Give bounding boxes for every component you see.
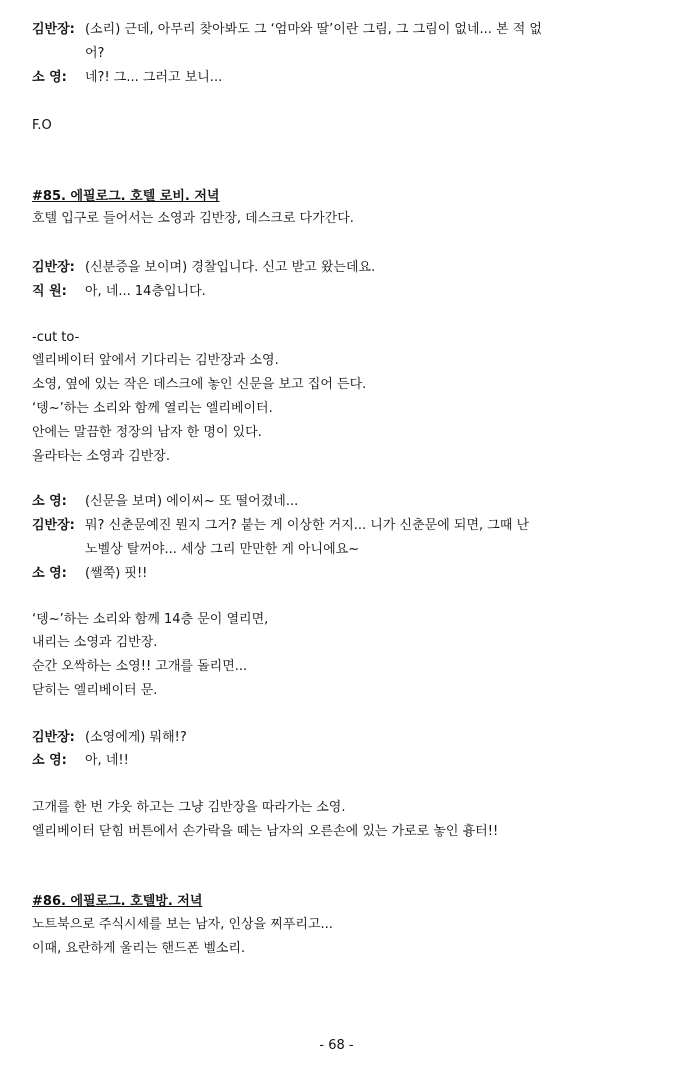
action-line: 이때, 요란하게 울리는 핸드폰 벨소리. (32, 941, 246, 956)
action-line: 순간 오싹하는 소영!! 고개를 돌리면... (32, 659, 248, 674)
dialogue-line (32, 518, 529, 534)
dialogue-text: (신문을 보며) 에이씨~ 또 떨어졌네... (85, 494, 299, 509)
dialogue-line (32, 260, 375, 276)
speaker-name: 김반장: (32, 730, 75, 745)
scene-heading: #85. 에필로그. 호텔 로비. 저녁 (32, 189, 220, 204)
action-line: 안에는 말끔한 정장의 남자 한 명이 있다. (32, 425, 262, 440)
dialogue-line (32, 22, 542, 38)
dialogue-text: 아, 네... 14층입니다. (85, 284, 206, 299)
action-line: 엘리베이터 앞에서 기다리는 김반장과 소영. (32, 353, 279, 368)
dialogue-line (32, 70, 222, 86)
action-line: 호텔 입구로 들어서는 소영과 김반장, 데스크로 다가간다. (32, 211, 354, 226)
scene-heading: #86. 에필로그. 호텔방. 저녁 (32, 894, 203, 909)
action-line: ‘뎅~’하는 소리와 함께 열리는 엘리베이터. (32, 401, 273, 416)
action-line: 엘리베이터 닫힘 버튼에서 손가락을 떼는 남자의 오른손에 있는 가로로 놓인 흉터!! (32, 824, 499, 839)
speaker-name: 김반장: (32, 518, 75, 533)
speaker-name: 소 영: (32, 753, 67, 768)
dialogue-text: (쌜쭉) 핏!! (85, 566, 148, 581)
action-line: 올라타는 소영과 김반장. (32, 449, 170, 464)
action-line: 내리는 소영과 김반장. (32, 635, 158, 650)
transition-text: F.O (32, 118, 52, 133)
speaker-name: 김반장: (32, 22, 75, 37)
transition-text: -cut to- (32, 330, 80, 345)
action-line: 닫히는 엘리베이터 문. (32, 683, 158, 698)
speaker-name: 소 영: (32, 494, 67, 509)
speaker-name: 김반장: (32, 260, 75, 275)
dialogue-continuation: 어? (85, 46, 105, 61)
dialogue-line (32, 753, 129, 769)
dialogue-continuation: 노벨상 탈꺼야... 세상 그리 만만한 게 아니에요~ (85, 542, 360, 557)
action-line: 소영, 옆에 있는 작은 데스크에 놓인 신문을 보고 집어 든다. (32, 377, 367, 392)
dialogue-text: 네?! 그... 그러고 보니... (85, 70, 223, 85)
speaker-name: 소 영: (32, 70, 67, 85)
dialogue-line (32, 730, 187, 746)
action-line: ‘뎅~’하는 소리와 함께 14층 문이 열리면, (32, 612, 269, 627)
dialogue-line (32, 566, 147, 582)
page-number: - 68 - (319, 1038, 354, 1053)
dialogue-text: 아, 네!! (85, 753, 129, 768)
dialogue-text: (소영에게) 뭐해!? (85, 730, 187, 745)
dialogue-text: (소리) 근데, 아무리 찾아봐도 그 ‘엄마와 딸’이란 그림, 그 그림이 없네... 본 적 없 (85, 22, 542, 37)
dialogue-text: (신분증을 보이며) 경찰입니다. 신고 받고 왔는데요. (85, 260, 376, 275)
dialogue-line (32, 284, 206, 300)
dialogue-line (32, 494, 298, 510)
dialogue-text: 뭐? 신춘문예진 뭔지 그거? 붙는 게 이상한 거지... 니가 신춘문에 되면, 그때 난 (85, 518, 530, 533)
speaker-name: 직 원: (32, 284, 67, 299)
action-line: 고개를 한 번 갸웃 하고는 그냥 김반장을 따라가는 소영. (32, 800, 346, 815)
action-line: 노트북으로 주식시세를 보는 남자, 인상을 찌푸리고... (32, 917, 333, 932)
speaker-name: 소 영: (32, 566, 67, 581)
